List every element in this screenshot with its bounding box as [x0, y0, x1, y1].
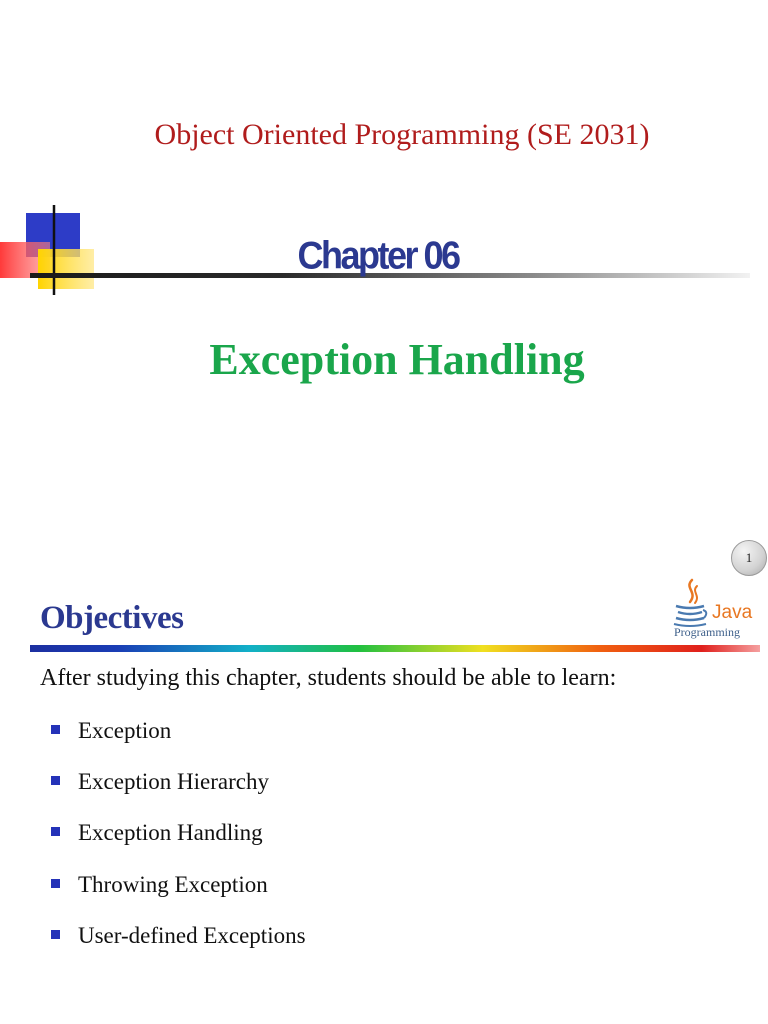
square-bullet-icon [51, 879, 60, 888]
java-logo-subtitle: Programming [674, 625, 740, 639]
list-item [48, 870, 306, 921]
objectives-rule [30, 645, 760, 652]
chapter-label: Chapter 06 [297, 233, 459, 278]
list-item-text: Exception [78, 718, 172, 743]
list-item [48, 767, 306, 818]
square-bullet-icon [51, 827, 60, 836]
list-item [48, 818, 306, 869]
list-item [48, 716, 306, 767]
objectives-list [48, 716, 306, 972]
java-logo [670, 576, 756, 644]
square-bullet-icon [51, 930, 60, 939]
list-item-text: Throwing Exception [78, 871, 268, 897]
list-item-text: Exception Handling [78, 820, 263, 846]
java-coffee-cup-icon [670, 576, 756, 644]
list-item-text: User-defined Exceptions [78, 922, 306, 948]
objectives-heading: Objectives [40, 600, 184, 636]
intro-text: After studying this chapter, students should be able to learn: [40, 665, 617, 691]
list-item-text: Exception Hierarchy [78, 769, 269, 795]
square-bullet-icon [51, 725, 60, 734]
course-title: Object Oriented Programming (SE 2031) [154, 118, 650, 151]
java-logo-word: Java [712, 602, 753, 623]
square-bullet-icon [51, 776, 60, 785]
page-number-badge: 1 [731, 540, 767, 576]
chapter-title: Exception Handling [209, 335, 585, 384]
list-item [48, 921, 306, 972]
